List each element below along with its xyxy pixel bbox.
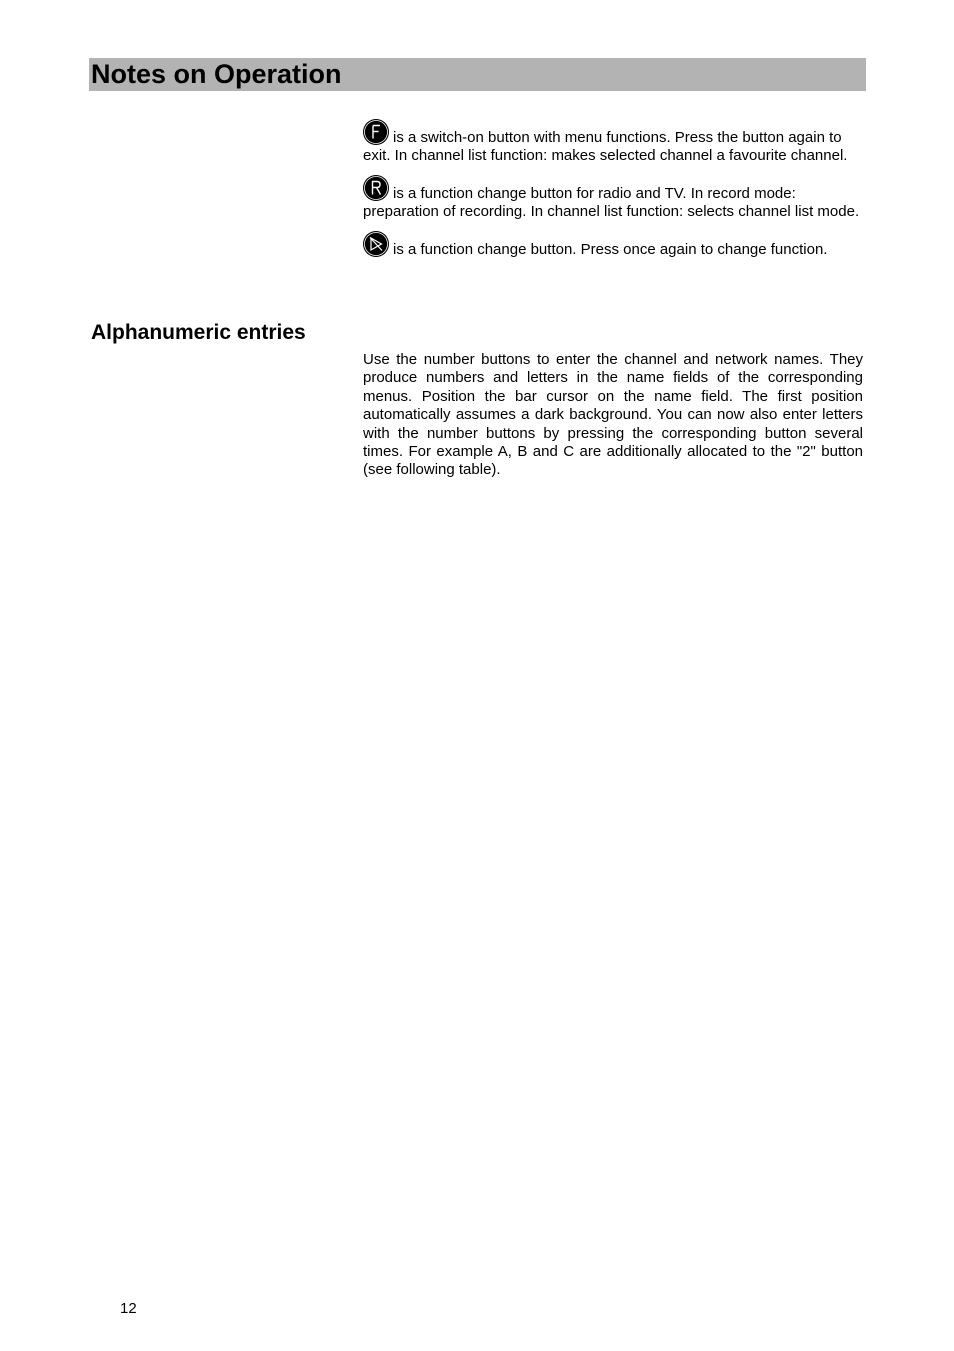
r-button-icon [363,175,389,201]
note-f-text: is a switch-on button with menu functions. Press the button again to exit. In channel list function: makes selected channel a favourite channel. [363,129,848,165]
function-change-button-icon [363,231,389,257]
note-r-text: is a function change button for radio and TV. In record mode: preparation of recording. In channel list function: selects channel list mode. [363,184,860,221]
note-function-text: is a function change button. Press once again to change function. [393,240,828,258]
note-function-button [363,231,863,259]
button-notes [363,119,863,268]
section-heading: Alphanumeric entries [91,321,306,344]
note-f-button [363,119,863,166]
title-bar [89,58,866,91]
f-button-icon [363,119,389,145]
note-r-button [363,175,863,222]
page-title: Notes on Operation [91,59,342,89]
page-number: 12 [120,1300,137,1317]
section-body: Use the number buttons to enter the channel and network names. They produce numbers and letters in the name fields of the corresponding menus. Position the bar cursor on the name field. The first position automatically assumes a dark background. You can now also enter letters with the number buttons by pressing the corresponding button several times. For example A, B and C are additionally allocated to the "2" button (see following table). [363,351,863,479]
